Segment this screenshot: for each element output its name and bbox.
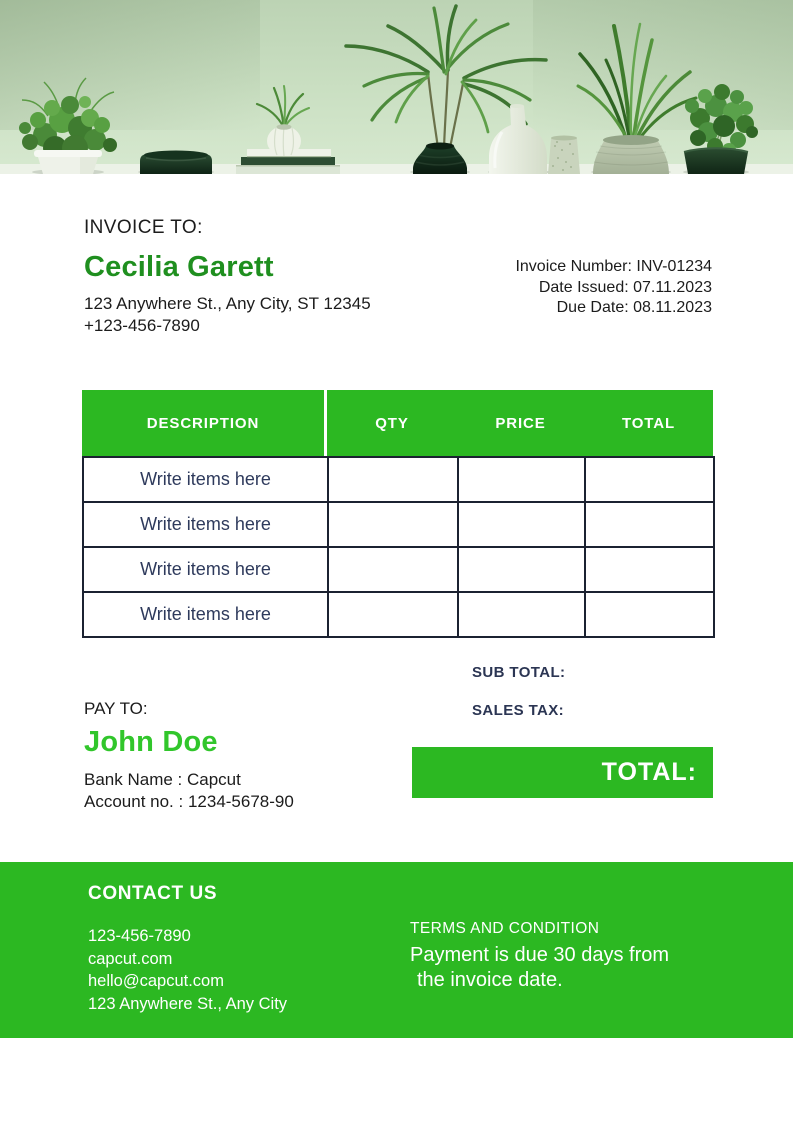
terms-line-1: Payment is due 30 days from bbox=[410, 944, 670, 966]
terms-line-2: the invoice date. bbox=[417, 969, 563, 991]
pay-to-label: PAY TO: bbox=[84, 699, 148, 718]
invoice-to-label: INVOICE TO: bbox=[84, 217, 203, 238]
item-total-cell[interactable] bbox=[585, 592, 714, 637]
invoice-meta bbox=[515, 257, 712, 319]
item-total-cell[interactable] bbox=[585, 457, 714, 502]
contact-us-title: CONTACT US bbox=[88, 883, 218, 904]
contact-address: 123 Anywhere St., Any City bbox=[88, 994, 288, 1013]
footer bbox=[0, 862, 793, 1038]
table-row bbox=[83, 592, 714, 637]
item-description-cell[interactable]: Write items here bbox=[83, 502, 328, 547]
item-description-cell[interactable]: Write items here bbox=[83, 592, 328, 637]
hero-photo bbox=[0, 0, 793, 174]
contact-email-link[interactable]: hello@capcut.com bbox=[88, 972, 224, 990]
payee-name: John Doe bbox=[84, 726, 218, 758]
pay-to-section bbox=[84, 699, 294, 813]
items-table bbox=[82, 390, 713, 638]
contact-lines bbox=[88, 925, 287, 1015]
item-total-cell[interactable] bbox=[585, 547, 714, 592]
invoice-to-section bbox=[84, 217, 371, 337]
due-date: Due Date: 08.11.2023 bbox=[556, 299, 712, 316]
header-description: DESCRIPTION bbox=[82, 390, 327, 456]
hero-plants-illustration bbox=[0, 0, 793, 174]
item-price-cell[interactable] bbox=[458, 502, 585, 547]
invoice-number: Invoice Number: INV-01234 bbox=[515, 258, 712, 275]
client-name: Cecilia Garett bbox=[84, 251, 274, 283]
item-total-cell[interactable] bbox=[585, 502, 714, 547]
client-address: 123 Anywhere St., Any City, ST 12345 bbox=[84, 294, 371, 313]
table-body bbox=[82, 456, 715, 638]
dark-planter bbox=[140, 151, 212, 175]
header-qty: QTY bbox=[375, 414, 409, 432]
table-row bbox=[83, 502, 714, 547]
item-description-cell[interactable]: Write items here bbox=[83, 457, 328, 502]
bank-name: Bank Name : Capcut bbox=[84, 770, 241, 789]
contact-website-link[interactable]: capcut.com bbox=[88, 949, 173, 968]
header-price: PRICE bbox=[495, 414, 546, 432]
sub-total-label: SUB TOTAL: bbox=[472, 664, 566, 681]
total-label: TOTAL: bbox=[601, 758, 697, 786]
table-row bbox=[83, 547, 714, 592]
client-phone: +123-456-7890 bbox=[84, 316, 200, 335]
sales-tax-label: SALES TAX: bbox=[472, 702, 565, 719]
item-price-cell[interactable] bbox=[458, 457, 585, 502]
item-description-cell[interactable]: Write items here bbox=[83, 547, 328, 592]
shelf-surface bbox=[0, 164, 793, 174]
speckled-vase bbox=[548, 136, 580, 175]
item-qty-cell[interactable] bbox=[328, 502, 458, 547]
date-issued: Date Issued: 07.11.2023 bbox=[538, 278, 712, 296]
terms-text bbox=[410, 943, 669, 993]
item-price-cell[interactable] bbox=[458, 592, 585, 637]
header-total: TOTAL bbox=[621, 414, 676, 432]
total-bar bbox=[412, 747, 713, 798]
account-number: Account no. : 1234-5678-90 bbox=[84, 792, 294, 811]
terms-title: TERMS AND CONDITION bbox=[410, 920, 600, 937]
item-qty-cell[interactable] bbox=[328, 547, 458, 592]
contact-phone: 123-456-7890 bbox=[88, 927, 191, 945]
item-price-cell[interactable] bbox=[458, 547, 585, 592]
table-header-row bbox=[82, 390, 713, 456]
item-qty-cell[interactable] bbox=[328, 592, 458, 637]
table-row bbox=[83, 457, 714, 502]
item-qty-cell[interactable] bbox=[328, 457, 458, 502]
